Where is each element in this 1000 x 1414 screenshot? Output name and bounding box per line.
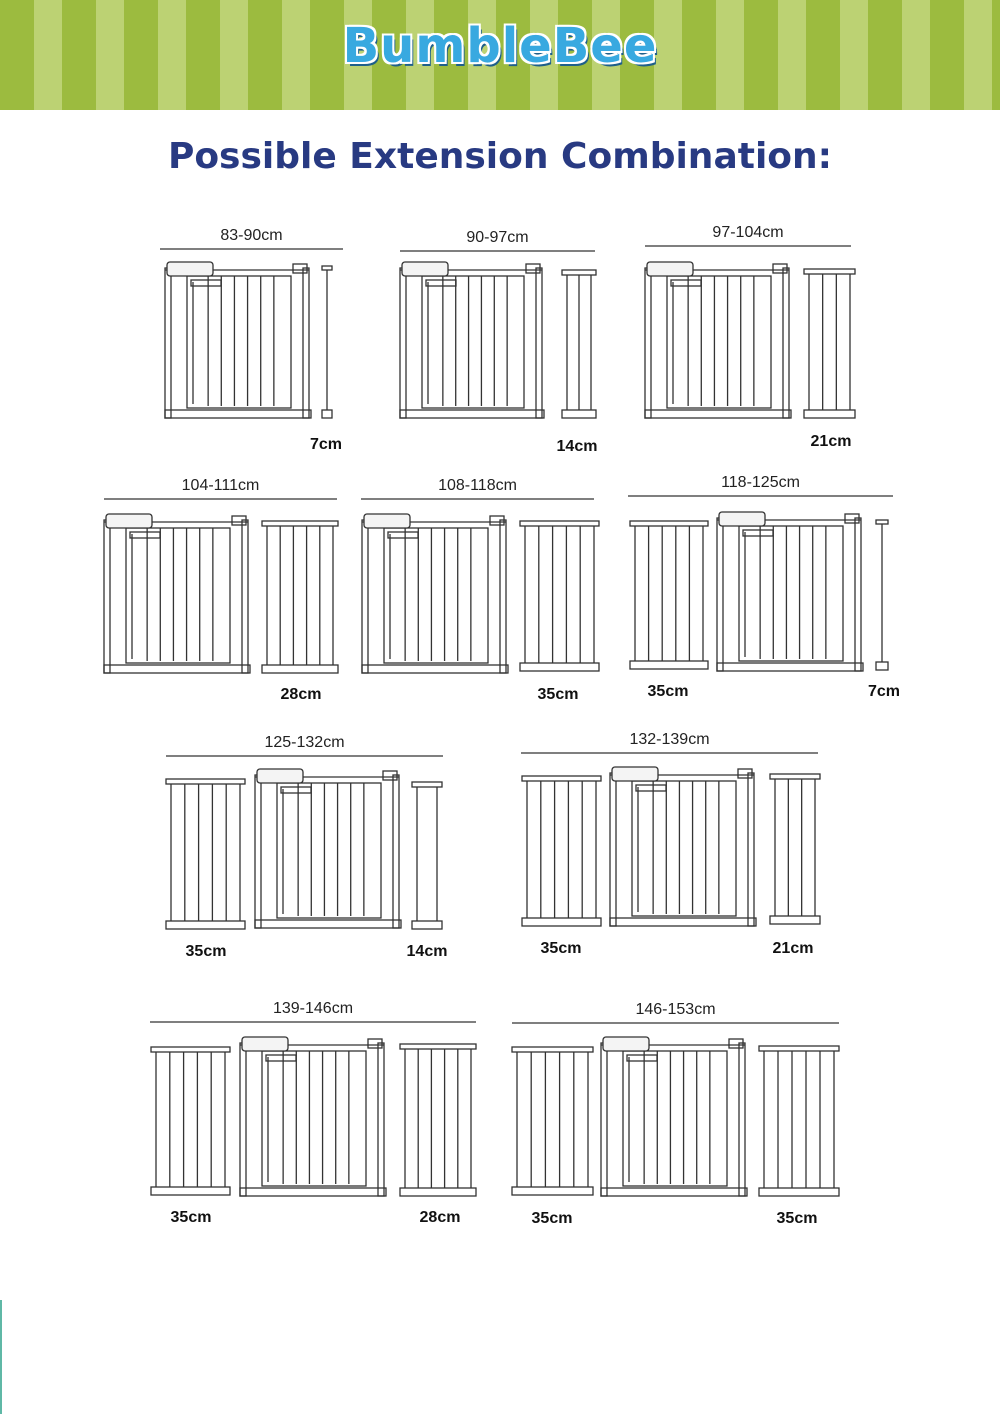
extension-panel [876, 520, 888, 670]
extension-label: 28cm [419, 1209, 461, 1226]
extension-label: 35cm [537, 686, 579, 703]
latch-handle [242, 1037, 288, 1051]
gate [400, 262, 544, 418]
combination-3 [645, 224, 855, 450]
range-label: 90-97cm [466, 229, 529, 246]
extension-panel [166, 779, 245, 929]
latch-handle [612, 767, 658, 781]
extension-label: 14cm [406, 943, 448, 960]
extension-label: 21cm [772, 940, 814, 957]
combination-10 [512, 1001, 839, 1227]
combination-7 [166, 734, 447, 960]
range-label: 108-118cm [438, 477, 517, 494]
extension-panel [512, 1047, 593, 1195]
extension-panel [400, 1044, 476, 1196]
range-label: 83-90cm [220, 227, 283, 244]
extension-label: 7cm [309, 436, 343, 453]
combination-9 [150, 1000, 476, 1226]
extension-label: 35cm [776, 1210, 818, 1227]
range-label: 97-104cm [712, 224, 784, 241]
brand-logo: BumbleBee [342, 18, 658, 74]
gate [717, 512, 863, 671]
extension-panel [804, 269, 855, 418]
extension-label: 35cm [647, 683, 689, 700]
range-label: 104-111cm [181, 477, 260, 494]
combination-5 [361, 477, 599, 703]
latch-handle [719, 512, 765, 526]
gate [255, 769, 401, 928]
gate [165, 262, 311, 418]
gate [362, 514, 508, 673]
extension-panel [520, 521, 599, 671]
range-label: 146-153cm [635, 1001, 716, 1018]
extension-label: 7cm [867, 683, 901, 700]
gate [104, 514, 250, 673]
combination-6 [628, 474, 900, 700]
combination-1 [160, 227, 343, 453]
range-label: 139-146cm [272, 1000, 354, 1017]
extension-label: 14cm [556, 438, 598, 455]
range-label: 132-139cm [629, 731, 710, 748]
extension-panel [412, 782, 442, 929]
extension-panel [630, 521, 708, 669]
gate [240, 1037, 386, 1196]
gate [645, 262, 791, 418]
extension-label: 21cm [810, 433, 852, 450]
extension-label: 35cm [185, 943, 227, 960]
page-title: Possible Extension Combination: [167, 136, 833, 177]
extension-panel [322, 266, 332, 418]
extension-panel [262, 521, 338, 673]
extension-panel [759, 1046, 839, 1196]
combination-2 [400, 229, 597, 455]
latch-handle [167, 262, 213, 276]
combination-4 [104, 477, 338, 703]
extension-label: 35cm [531, 1210, 573, 1227]
combination-8 [521, 731, 820, 957]
extension-label: 35cm [540, 940, 582, 957]
range-label: 125-132cm [264, 734, 345, 751]
gate [601, 1037, 747, 1196]
extension-label: 28cm [280, 686, 322, 703]
extension-label: 35cm [170, 1209, 212, 1226]
gate [610, 767, 756, 926]
latch-handle [647, 262, 693, 276]
latch-handle [257, 769, 303, 783]
latch-handle [603, 1037, 649, 1051]
latch-handle [364, 514, 410, 528]
extension-panel [562, 270, 596, 418]
range-label: 118-125cm [721, 474, 800, 491]
extension-panel [522, 776, 601, 926]
latch-handle [402, 262, 448, 276]
extension-panel [770, 774, 820, 924]
latch-handle [106, 514, 152, 528]
extension-panel [151, 1047, 230, 1195]
